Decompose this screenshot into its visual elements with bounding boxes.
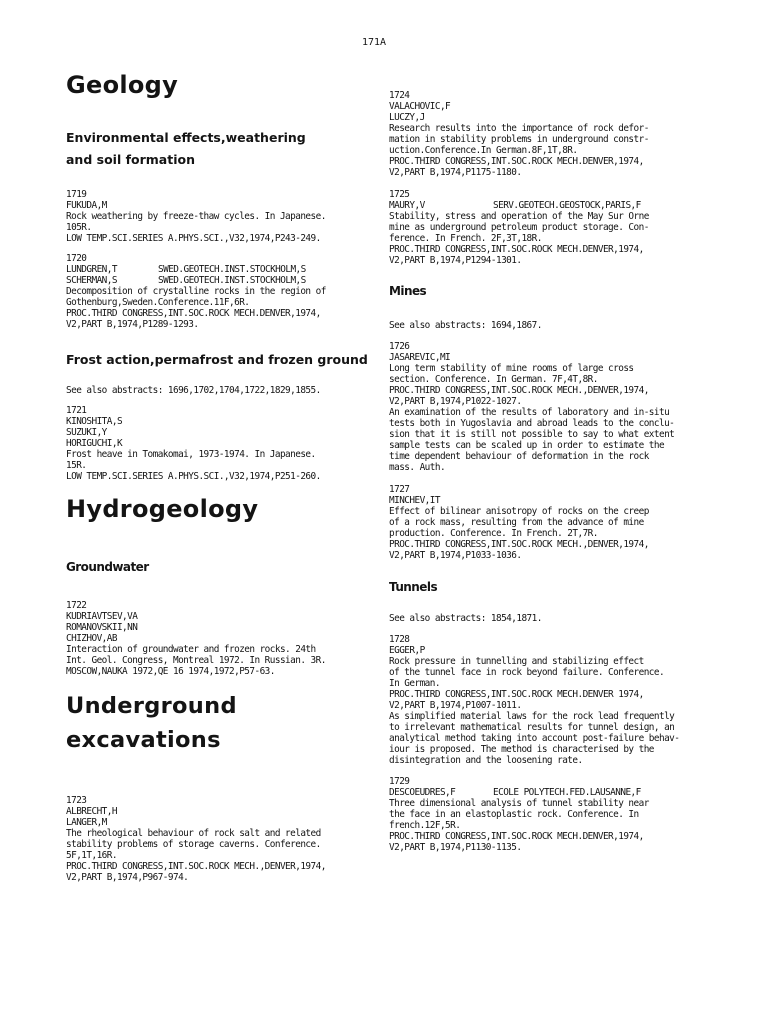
text-line: 105R. [66,222,92,233]
text-line: production. Conference. In French. 2T,7R. [389,528,598,539]
text-line: to irrelevant mathematical results for tunnel design, an [389,722,675,733]
text-line: V2,PART B,1974,P1007-1011. [389,700,522,711]
text-line: MINCHEV,IT [389,495,440,506]
text-line: V2,PART B,1974,P1130-1135. [389,842,522,853]
text-line: Rock pressure in tunnelling and stabilizing effect [389,656,644,667]
text-line: 1719 [66,189,87,200]
author-line [389,787,649,798]
text-line: Rock weathering by freeze-thaw cycles. In Japanese. [66,211,326,222]
abstract-number: 1720 [66,253,87,264]
text-line: V2,PART B,1974,P1022-1027. [389,396,522,407]
text-line: V2,PART B,1974,P967-974. [66,872,189,883]
abstract-1719 [66,189,326,244]
text-line: LOW TEMP.SCI.SERIES A.PHYS.SCI.,V32,1974,P243-249. [66,233,321,244]
abstract-1728 [389,634,679,766]
text-line: Gothenburg,Sweden.Conference.11F,6R. [66,297,250,308]
text-line: CHIZHOV,AB [66,633,117,644]
see-also-mines: See also abstracts: 1694,1867. [389,320,542,331]
text-line: sion that it is still not possible to say to what extent [389,429,675,440]
abstract-number: 1729 [389,776,410,787]
text-line: KINOSHITA,S [66,416,123,427]
text-line: PROC.THIRD CONGRESS,INT.SOC.ROCK MECH.,DENVER,1974, [66,861,326,872]
heading-underground-line2: excavations [66,727,221,753]
text-line: the face in an elastoplastic rock. Conference. In [389,809,639,820]
abstract-body [389,211,649,266]
text-line: PROC.THIRD CONGRESS,INT.SOC.ROCK MECH.DENVER,1974, [66,308,321,319]
text-line: FUKUDA,M [66,200,107,211]
heading-mines: Mines [389,284,427,298]
text-line: Int. Geol. Congress, Montreal 1972. In Russian. 3R. [66,655,326,666]
text-line: ROMANOVSKII,NN [66,622,138,633]
heading-hydrogeology: Hydrogeology [66,495,259,523]
see-also-frost: See also abstracts: 1696,1702,1704,1722,1829,1855. [66,385,321,396]
heading-frost-action: Frost action,permafrost and frozen ground [66,352,368,367]
text-line: V2,PART B,1974,P1294-1301. [389,255,522,266]
text-line: ALBRECHT,H [66,806,117,817]
text-line: HORIGUCHI,K [66,438,123,449]
heading-underground-line1: Underground [66,693,237,719]
text-line: JASAREVIC,MI [389,352,451,363]
text-line: As simplified material laws for the rock lead frequently [389,711,675,722]
text-line: 5F,1T,16R. [66,850,117,861]
text-line: Interaction of groundwater and frozen rocks. 24th [66,644,316,655]
text-line: LANGER,M [66,817,107,828]
abstract-1726 [389,341,674,473]
text-line: 1722 [66,600,87,611]
text-line: stability problems of storage caverns. Conference. [66,839,321,850]
author-line [389,200,649,211]
text-line: 1724 [389,90,410,101]
text-line: mass. Auth. [389,462,446,473]
text-line: disintegration and the loosening rate. [389,755,583,766]
text-line: Effect of bilinear anisotropy of rocks on the creep [389,506,649,517]
heading-environmental-line2: and soil formation [66,152,195,167]
text-line: An examination of the results of laboratory and in-situ [389,407,670,418]
see-also-tunnels: See also abstracts: 1854,1871. [389,613,542,624]
text-line: Long term stability of mine rooms of large cross [389,363,634,374]
text-line: V2,PART B,1974,P1175-1180. [389,167,522,178]
text-line: In German. [389,678,440,689]
author: LUNDGREN,T [66,264,117,275]
affiliation: ECOLE POLYTECH.FED.LAUSANNE,F [493,787,641,798]
abstract-body [389,798,649,853]
heading-geology: Geology [66,71,179,99]
text-line: PROC.THIRD CONGRESS,INT.SOC.ROCK MECH.,DENVER,1974, [389,385,649,396]
text-line: tests both in Yugoslavia and abroad leads to the conclu- [389,418,675,429]
text-line: analytical method taking into account post-failure behav- [389,733,680,744]
text-line: 1728 [389,634,410,645]
affiliation: SWED.GEOTECH.INST.STOCKHOLM,S [158,264,306,275]
heading-groundwater: Groundwater [66,560,149,574]
text-line: MOSCOW,NAUKA 1972,QE 16 1974,1972,P57-63. [66,666,275,677]
text-line: 1727 [389,484,410,495]
text-line: iour is proposed. The method is characterised by the [389,744,654,755]
text-line: Research results into the importance of rock defor- [389,123,649,134]
text-line: LOW TEMP.SCI.SERIES A.PHYS.SCI.,V32,1974,P251-260. [66,471,321,482]
text-line: PROC.THIRD CONGRESS,INT.SOC.ROCK MECH.DENVER,1974, [389,831,644,842]
text-line: Decomposition of crystalline rocks in the region of [66,286,326,297]
text-line: VALACHOVIC,F [389,101,451,112]
abstract-1723 [66,795,326,883]
text-line: PROC.THIRD CONGRESS,INT.SOC.ROCK MECH.DENVER,1974, [389,156,644,167]
author: DESCOEUDRES,F [389,787,456,798]
text-line: V2,PART B,1974,P1289-1293. [66,319,199,330]
affiliation: SERV.GEOTECH.GEOSTOCK,PARIS,F [493,200,641,211]
text-line: 15R. [66,460,87,471]
text-line: The rheological behaviour of rock salt and related [66,828,321,839]
author-line [66,275,326,286]
abstract-body [66,286,326,330]
affiliation: SWED.GEOTECH.INST.STOCKHOLM,S [158,275,306,286]
heading-tunnels: Tunnels [389,580,438,594]
text-line: 1726 [389,341,410,352]
author-line [66,264,326,275]
author: SCHERMAN,S [66,275,117,286]
text-line: PROC.THIRD CONGRESS,INT.SOC.ROCK MECH.,DENVER,1974, [389,539,649,550]
abstract-number: 1725 [389,189,410,200]
text-line: PROC.THIRD CONGRESS,INT.SOC.ROCK MECH.DENVER 1974, [389,689,644,700]
text-line: EGGER,P [389,645,425,656]
abstract-1729 [389,776,649,853]
text-line: mation in stability problems in underground constr- [389,134,649,145]
abstract-1727 [389,484,649,561]
text-line: ference. In French. 2F,3T,18R. [389,233,542,244]
text-line: Stability, stress and operation of the May Sur Orne [389,211,649,222]
text-line: section. Conference. In German. 7F,4T,8R. [389,374,598,385]
abstract-1725 [389,189,649,266]
text-line: time dependent behaviour of deformation in the rock [389,451,649,462]
abstract-1721 [66,405,321,482]
text-line: Frost heave in Tomakomai, 1973-1974. In Japanese. [66,449,316,460]
text-line: uction.Conference.In German.8F,1T,8R. [389,145,578,156]
text-line: SUZUKI,Y [66,427,107,438]
text-line: french.12F,5R. [389,820,461,831]
text-line: of the tunnel face in rock beyond failure. Conference. [389,667,665,678]
text-line: mine as underground petroleum product storage. Con- [389,222,649,233]
text-line: PROC.THIRD CONGRESS,INT.SOC.ROCK MECH.DENVER,1974, [389,244,644,255]
abstract-1720 [66,253,326,330]
text-line: LUCZY,J [389,112,425,123]
text-line: 1721 [66,405,87,416]
abstract-1722 [66,600,326,677]
page-number: 171A [362,37,387,48]
text-line: KUDRIAVTSEV,VA [66,611,138,622]
abstract-1724 [389,90,649,178]
text-line: 1723 [66,795,87,806]
text-line: sample tests can be scaled up in order to estimate the [389,440,665,451]
text-line: Three dimensional analysis of tunnel stability near [389,798,649,809]
text-line: V2,PART B,1974,P1033-1036. [389,550,522,561]
heading-environmental-line1: Environmental effects,weathering [66,130,306,145]
author: MAURY,V [389,200,425,211]
text-line: of a rock mass, resulting from the advance of mine [389,517,644,528]
